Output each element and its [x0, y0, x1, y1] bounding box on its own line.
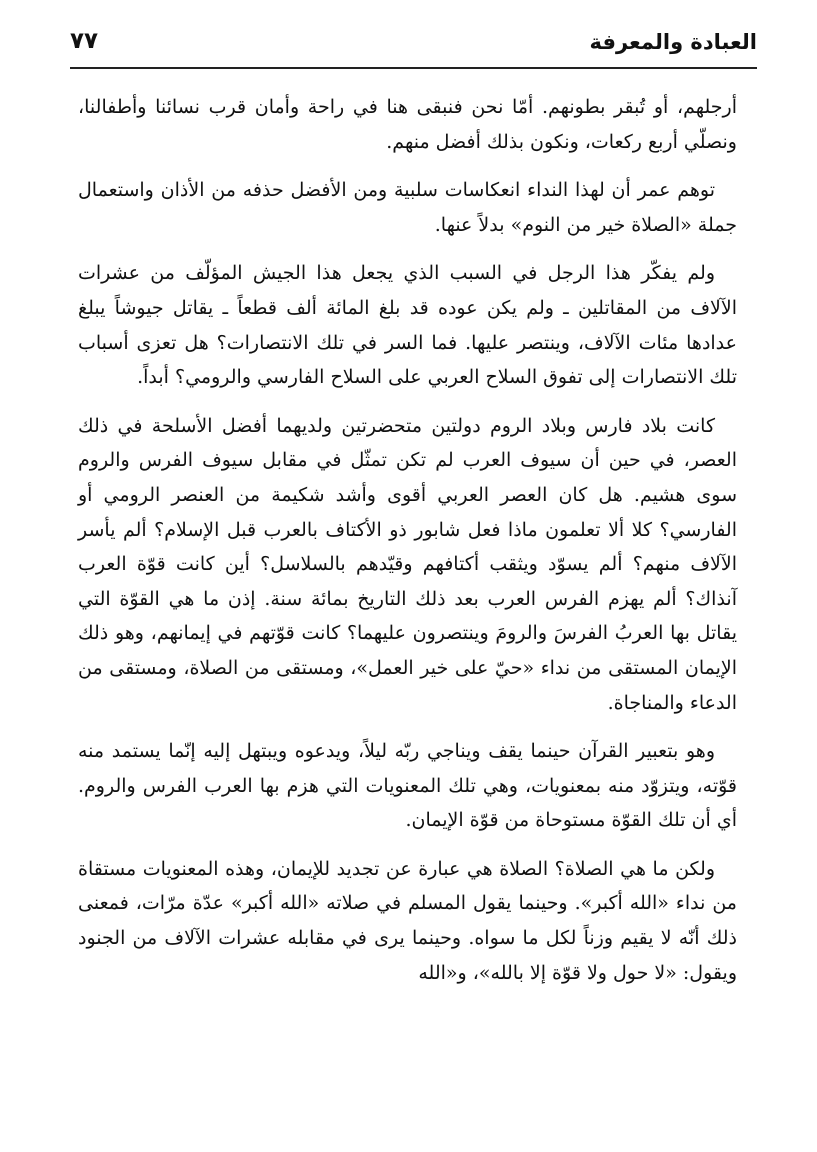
paragraph: وهو بتعبير القرآن حينما يقف ويناجي ربّه ليلاً، ويدعوه ويبتهل إليه إنّما يستمد منه قوّته، ويتزوّد منه بمعنويات، وهي تلك المعنويات التي هزم بها العرب الفرس والروم. أي أن تلك القوّة مستوحاة من قوّة الإيمان.: [78, 740, 737, 832]
paragraph: ولم يفكّر هذا الرجل في السبب الذي يجعل هذا الجيش المؤلّف من عشرات الآلاف من المقاتلين ـ ولم يكن عوده قد بلغ المائة ألف قطعاً ـ يقاتل جيوشاً يبلغ عدادها مئات الآلاف، وينتصر عليها. فما السر في تلك الانتصارات؟ هل تعزى أسباب تلك الانتصارات إلى تفوق السلاح العربي على السلاح الفارسي والرومي؟ أبداً.: [78, 262, 737, 389]
header-rule: [70, 67, 757, 69]
paragraph: أرجلهم، أو تُبقر بطونهم. أمّا نحن فنبقى هنا في راحة وأمان قرب نسائنا وأطفالنا، ونصلّي أربع ركعات، ونكون بذلك أفضل منهم.: [78, 96, 737, 153]
page-number: ٧٧: [70, 28, 99, 54]
paragraph: توهم عمر أن لهذا النداء انعكاسات سلبية ومن الأفضل حذفه من الأذان واستعمال جملة «الصلاة خير من النوم» بدلاً عنها.: [78, 179, 737, 236]
running-header: [70, 26, 757, 62]
paragraph: كانت بلاد فارس وبلاد الروم دولتين متحضرتين ولديهما أفضل الأسلحة في ذلك العصر، في حين أن سيوف العرب لم تكن تمثّل في مقابل سيوف الفرس والروم سوى هشيم. هل كان العصر العربي أقوى وأشد شكيمة من العنصر الرومي أو الفارسي؟ كلا ألا تعلمون ماذا فعل شابور ذو الأكتاف بالعرب قبل الإسلام؟ ألم يأسر الآلاف منهم؟ ألم يسوّد ويثقب أكتافهم وقيّدهم بالسلاسل؟ أين كانت قوّة العرب آنذاك؟ ألم يهزم الفرس العرب بعد ذلك التاريخ بمائة سنة. إذن ما هي القوّة التي يقاتل بها العربُ الفرسَ والرومَ وينتصرون عليهما؟ كانت قوّتهم في إيمانهم، وهو ذلك الإيمان المستقى من نداء «حيّ على خير العمل»، ومستقى من الصلاة، ومستقى من الدعاء والمناجاة.: [78, 414, 738, 714]
body-text: [78, 90, 737, 1004]
running-title: العبادة والمعرفة: [589, 30, 757, 54]
paragraph: ولكن ما هي الصلاة؟ الصلاة هي عبارة عن تجديد للإيمان، وهذه المعنويات مستقاة من نداء «الله أكبر». وحينما يقول المسلم في صلاته «الله أكبر» عدّة مرّات، فمعنى ذلك أنّه لا يقيم وزناً لكل ما سواه. وحينما يرى في مقابله عشرات الآلاف من الجنود ويقول: «لا حول ولا قوّة إلا بالله»، و«الله: [78, 857, 737, 984]
